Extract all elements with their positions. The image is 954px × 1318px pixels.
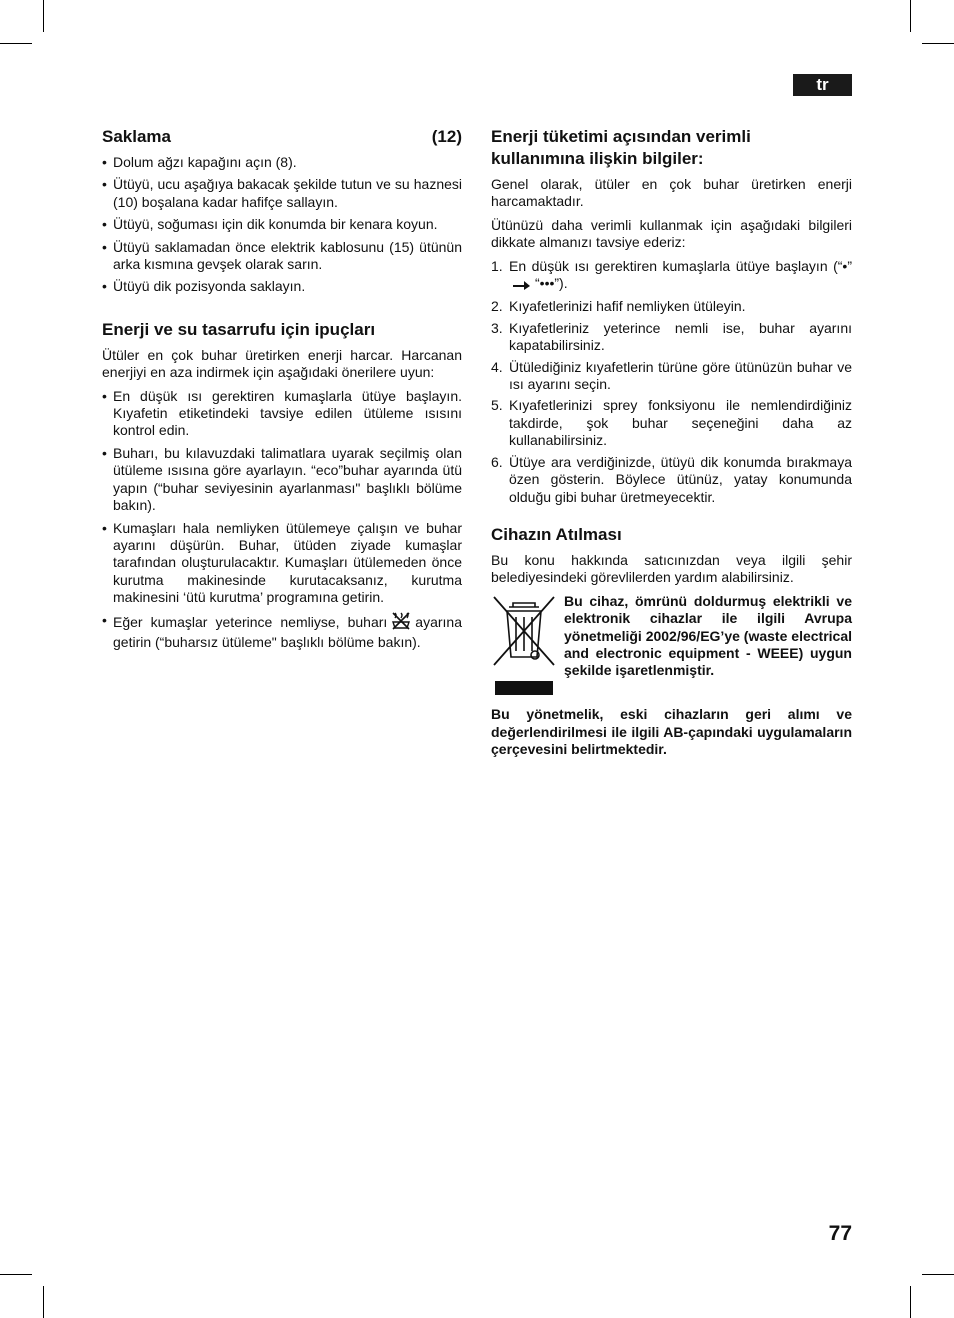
list-item: • Buharı, bu kılavuzdaki talimatlara uyarak seçilmiş olan ütüleme ısısına göre ayarlayın. “eco”buhar ayarında ütü yapın (“buhar seviyesinin ayarlanması" başlıklı bölüme bakın). bbox=[102, 444, 462, 514]
list-item: • Kumaşları hala nemliyken ütülemeye çalışın ve buhar ayarını düşürün. Buhar, ütüden ziyade kumaşlar tarafından oluşturulacaktır. Kumaşları ütülemeden önce kurutma makinesinde kurutacaksanız, kurutma makinesini ‘ütü kurutma’ programına getirin. bbox=[102, 519, 462, 606]
tips-list bbox=[102, 388, 462, 652]
disposal-heading: Cihazın Atılması bbox=[491, 524, 622, 544]
storage-title: Saklama bbox=[102, 127, 171, 146]
weee-block bbox=[491, 593, 852, 701]
list-item: • Ütüyü, soğuması için dik konumda bir kenara koyun. bbox=[102, 216, 438, 233]
left-column bbox=[102, 126, 462, 656]
efficiency-heading bbox=[491, 126, 852, 170]
list-item: • Eğer kumaşlar yeterince nemliyse, buharı ayarına getirin (“buharsız ütüleme" başlıklı bölüme bakın). bbox=[102, 611, 462, 650]
arrow-right-icon bbox=[513, 277, 531, 294]
tips-heading: Enerji ve su tasarrufu için ipuçları bbox=[102, 319, 376, 339]
list-item: 6. Ütüye ara verdiğinizde, ütüyü dik konumda bırakmaya özen gösterin. Böylece ütünüz, yatay konumunda olduğu gibi buhar üretmeyecektir. bbox=[491, 453, 852, 505]
list-item: 2. Kıyafetlerinizi hafif nemliyken ütüleyin. bbox=[491, 298, 746, 315]
weee-text: Bu cihaz, ömrünü doldurmuş elektrikli ve elektronik cihazlar ile ilgili Avrupa yönetmeliği 2002/96/EG’ye (waste electrical and electronic equipment - WEEE) uygun şekilde işaretlenmiştir. bbox=[564, 592, 852, 679]
weee-bin-icon bbox=[491, 593, 561, 701]
tips-intro: Ütüler en çok buhar üretirken enerji harcar. Harcanan enerjiyi en aza indirmek için aşağıdaki önerilere uyun: bbox=[102, 346, 462, 381]
crop-mark bbox=[910, 0, 911, 32]
storage-ref: (12) bbox=[431, 127, 462, 146]
list-item: 1. En düşük ısı gerektiren kumaşlarla ütüye başlayın (“•”“•••”). bbox=[491, 258, 852, 295]
list-item: • Ütüyü saklamadan önce elektrik kablosunu (15) ütünün arka kısmına gevşek olarak sarın. bbox=[102, 238, 462, 273]
weee-text-2: Bu yönetmelik, eski cihazların geri alımı ve değerlendirilmesi ile ilgili AB-çapındaki uygulamaların çerçevesini belirtmektedir. bbox=[491, 706, 852, 757]
crop-mark bbox=[0, 1274, 32, 1275]
crop-mark bbox=[43, 0, 44, 32]
efficiency-p1: Genel olarak, ütüler en çok buhar üretirken enerji harcamaktadır. bbox=[491, 176, 852, 210]
efficiency-list bbox=[491, 258, 852, 506]
crop-mark bbox=[910, 1286, 911, 1318]
crop-mark bbox=[922, 1274, 954, 1275]
storage-list bbox=[102, 154, 462, 296]
list-item: • Ütüyü, ucu aşağıya bakacak şekilde tutun ve su haznesi (10) boşalana kadar hafifçe sallayın. bbox=[102, 176, 462, 210]
list-item: 5. Kıyafetlerinizi sprey fonksiyonu ile nemlendirdiğiniz takdirde, şok buhar seçeneğini daha az kullanabilirsiniz. bbox=[491, 397, 852, 449]
list-item: 4. Ütülediğiniz kıyafetlerin türüne göre ütünüzün buhar ve ısı ayarını seçin. bbox=[491, 358, 852, 393]
crop-mark bbox=[0, 43, 32, 44]
crop-mark bbox=[922, 43, 954, 44]
list-item: • Dolum ağzı kapağını açın (8). bbox=[102, 154, 297, 170]
list-item: 3. Kıyafetleriniz yeterince nemli ise, buhar ayarını kapatabilirsiniz. bbox=[491, 319, 852, 354]
efficiency-title-line2: kullanımına ilişkin bilgiler: bbox=[491, 149, 704, 168]
crop-mark bbox=[43, 1286, 44, 1318]
list-item: • En düşük ısı gerektiren kumaşlarla ütüye başlayın. Kıyafetin etiketindeki tavsiye edilen ütüleme ısısını kontrol edin. bbox=[102, 387, 462, 439]
disposal-p1: Bu konu hakkında satıcınızdan veya ilgili şehir belediyesindeki görevlilerden yardım alabilirsiniz. bbox=[491, 551, 852, 586]
no-steam-icon bbox=[391, 612, 411, 634]
right-column bbox=[491, 126, 852, 758]
efficiency-title-line1: Enerji tüketimi açısından verimli bbox=[491, 127, 751, 146]
page-number: 77 bbox=[828, 1222, 852, 1245]
efficiency-p2: Ütünüzü daha verimli kullanmak için aşağıdaki bilgileri dikkate almanızı tavsiye ederiz: bbox=[491, 216, 852, 251]
language-tab: tr bbox=[793, 74, 852, 96]
list-item: • Ütüyü dik pozisyonda saklayın. bbox=[102, 278, 306, 295]
storage-heading bbox=[102, 126, 462, 148]
